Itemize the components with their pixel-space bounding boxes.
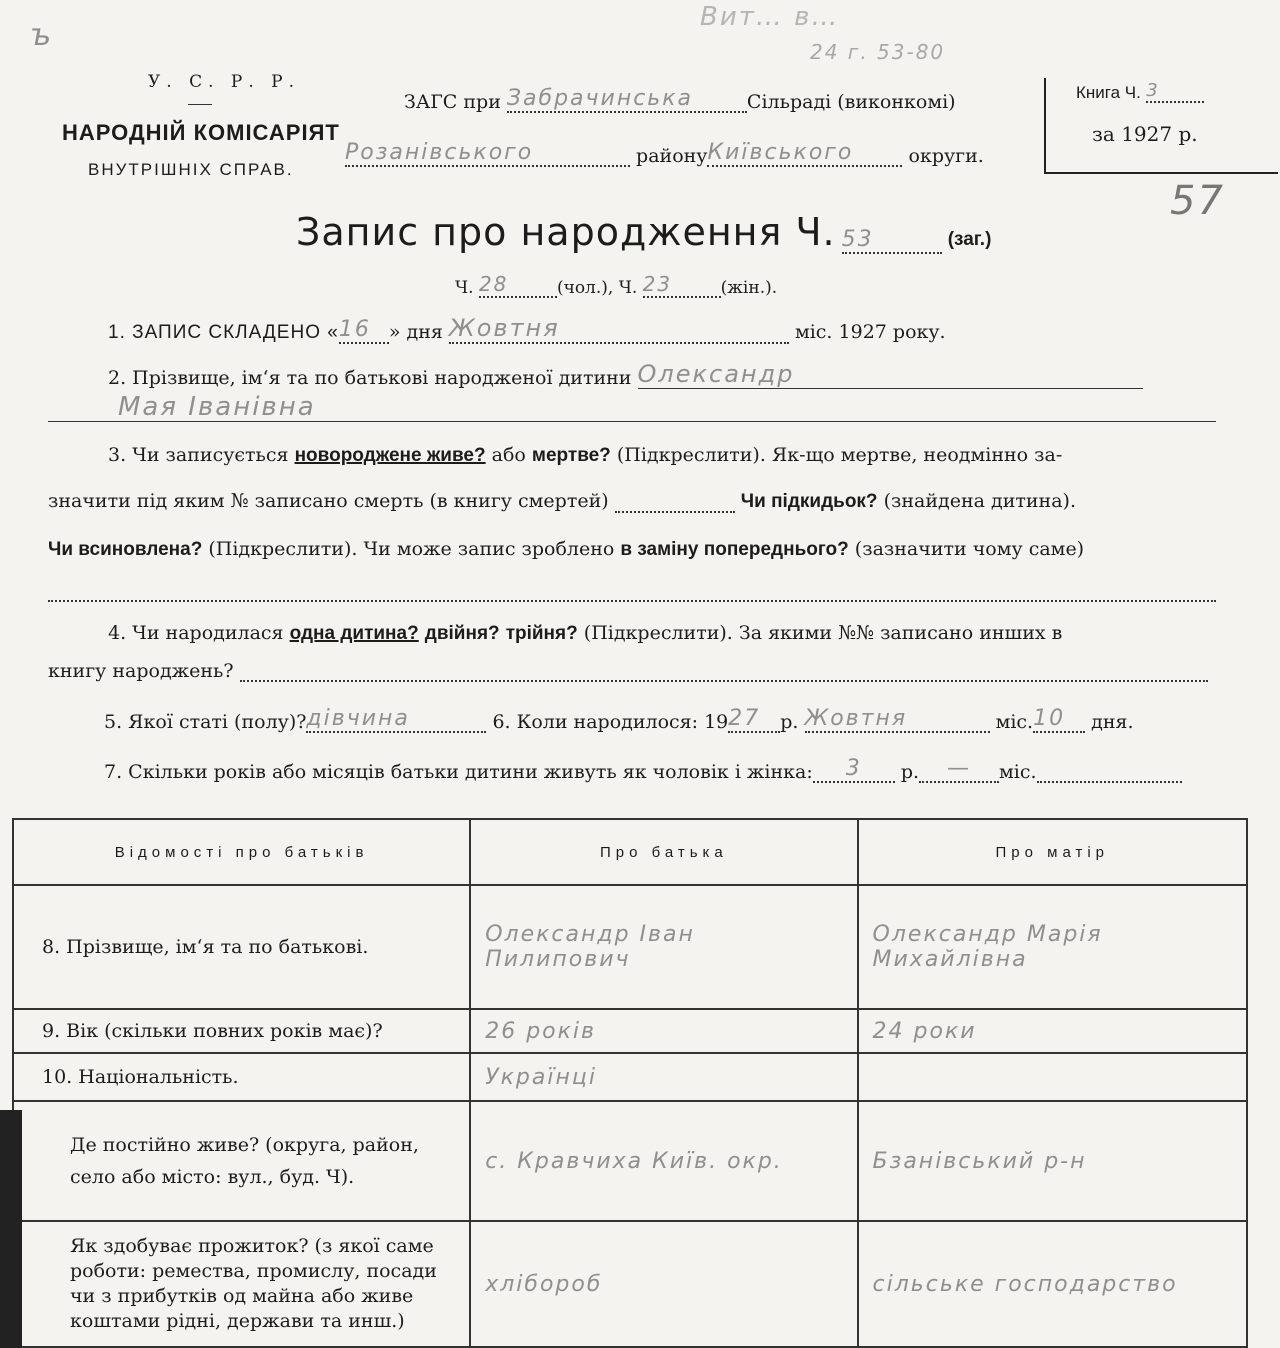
mother-residence-hand: Бзанівський р-н xyxy=(858,1101,1247,1221)
header-mother: Про матір xyxy=(858,819,1247,885)
male-label: (чол.), Ч. xyxy=(556,278,638,298)
book-box xyxy=(1044,78,1278,174)
q3-adopted: Чи всиновлена? xyxy=(48,539,203,560)
row-age-label: 9. Вік (скільки повних років має)? xyxy=(13,1009,470,1053)
commissariat-title: НАРОДНІЙ КОМІСАРІЯТ xyxy=(62,120,340,145)
father-occupation-hand: хлібороб xyxy=(470,1221,857,1347)
q7-trailing-field xyxy=(1037,763,1182,783)
q2-hand-1: Олександр xyxy=(638,360,1143,389)
q6-year-hand: 27 xyxy=(728,706,780,733)
father-age-hand: 26 років xyxy=(470,1009,857,1053)
q6-day-hand: 10 xyxy=(1033,706,1085,733)
q3-text-2: (Підкреслити). Як-що мертве, неодмінно за- xyxy=(616,444,1063,466)
okrug-label: округи. xyxy=(908,145,984,167)
table-row-name xyxy=(13,885,1247,1009)
q1-mid: » дня xyxy=(388,321,443,343)
margin-number: 57 xyxy=(1170,178,1225,224)
q7-text: 7. Скільки років або місяців батьки дитини живуть як чоловік і жінка: xyxy=(104,761,813,783)
father-nationality-hand: Українці xyxy=(470,1053,857,1101)
q4-triplets: трійня? xyxy=(505,623,578,644)
q6-day-label: дня. xyxy=(1091,711,1134,733)
q3-alive: новороджене живе? xyxy=(294,445,486,466)
q7-line xyxy=(104,756,1182,783)
female-number-hand: 23 xyxy=(643,272,721,298)
q3-text-1: 3. Чи записується xyxy=(108,444,289,466)
top-pencil-note: Вит… в… xyxy=(700,2,840,32)
q4-text-3: книгу народжень? xyxy=(48,660,234,682)
mother-age-hand: 24 роки xyxy=(858,1009,1247,1053)
q4-line-2 xyxy=(48,660,1208,682)
top-pencil-number: 24 г. 53-80 xyxy=(810,40,946,64)
district-hand: Розанівського xyxy=(345,140,630,167)
male-no-label: Ч. xyxy=(455,278,474,298)
q3-or: або xyxy=(491,444,526,466)
row-residence-label: Де постійно живе? (округа, район, село або місто: вул., буд. Ч). xyxy=(13,1101,470,1221)
q3-reason-field xyxy=(48,580,1216,602)
row-occupation-label: Як здобуває прожиток? (з якої саме роботи: ремества, промислу, посади чи з прибутків од майна або живе коштами рідні, держави та инш.) xyxy=(13,1221,470,1347)
q4-single: одна дитина? xyxy=(289,623,419,644)
q1-suffix: міс. 1927 року. xyxy=(794,321,946,343)
record-number-hand: 53 xyxy=(842,227,942,254)
q7-years-hand: 3 xyxy=(813,756,895,783)
record-title: Запис про народження Ч. xyxy=(296,210,836,254)
zags-suffix: Сільраді (виконкомі) xyxy=(746,91,956,113)
q4-text-2: (Підкреслити). За якими №№ записано инших в xyxy=(583,622,1063,644)
subtitle-line xyxy=(455,272,777,298)
q3-foundling: Чи підкидьок? xyxy=(740,491,878,512)
zags-line xyxy=(404,86,956,113)
q5-q6-line xyxy=(104,706,1134,733)
table-row-residence xyxy=(13,1101,1247,1221)
okrug-hand: Київського xyxy=(707,140,902,167)
q2-line xyxy=(108,360,1143,389)
q7-months-hand: — xyxy=(919,756,999,783)
republic-label: У. С. Р. Р. xyxy=(148,72,300,92)
q6-month-hand: Жовтня xyxy=(805,706,990,733)
table-row-occupation xyxy=(13,1221,1247,1347)
parents-table xyxy=(12,818,1248,1348)
q1-line xyxy=(108,314,946,344)
mother-name-hand: Олександр Марія Михайлівна xyxy=(858,885,1247,1009)
mother-nationality-hand xyxy=(858,1053,1247,1101)
district-line xyxy=(345,140,984,167)
q1-day-hand: 16 xyxy=(339,317,389,344)
q3-text-4: (знайдена дитина). xyxy=(883,490,1076,512)
header-father: Про батька xyxy=(470,819,857,885)
q6-text: 6. Коли народилося: 19 xyxy=(492,711,729,733)
book-year: за 1927 р. xyxy=(1092,122,1198,146)
zags-hand: Забрачинська xyxy=(507,86,747,113)
q4-other-numbers-field xyxy=(240,660,1208,682)
book-number-hand: 3 xyxy=(1146,80,1204,103)
header-dash xyxy=(188,104,212,105)
q3-replacement: в заміну попереднього? xyxy=(620,539,849,560)
q6-year-label: р. xyxy=(780,711,799,733)
q4-line-1 xyxy=(108,622,1062,645)
mother-occupation-hand: сільське господарство xyxy=(858,1221,1247,1347)
q5-text: 5. Якої статі (полу)? xyxy=(104,711,307,733)
book-number-line xyxy=(1076,80,1204,103)
binding-shadow xyxy=(0,1110,22,1348)
header-parents-info: Відомості про батьків xyxy=(13,819,470,885)
corner-mark: ъ xyxy=(30,18,54,53)
q3-text-5: (Підкреслити). Чи може запис зроблено xyxy=(208,538,615,560)
zags-prefix: ЗАГС при xyxy=(404,91,501,113)
row-nationality-label: 10. Національність. xyxy=(13,1053,470,1101)
q7-months-label: міс. xyxy=(999,761,1037,783)
title-line xyxy=(296,210,991,254)
q4-text-1: 4. Чи народилася xyxy=(108,622,284,644)
q7-years-label: р. xyxy=(900,761,920,783)
q4-twins: двійня? xyxy=(424,623,500,644)
q1-prefix: 1. ЗАПИС СКЛАДЕНО « xyxy=(108,322,339,343)
q2-hand-2: Мая Іванівна xyxy=(48,392,1216,422)
table-row-age xyxy=(13,1009,1247,1053)
q3-text-3: значити під яким № записано смерть (в книгу смертей) xyxy=(48,490,609,512)
q3-dead: мертве? xyxy=(531,445,611,466)
record-number-suffix: (заг.) xyxy=(947,229,992,250)
q5-hand: дівчина xyxy=(306,706,486,733)
q3-text-6: (зазначити чому саме) xyxy=(854,538,1085,560)
q2-text: 2. Прізвище, ім‘я та по батькові народженої дитини xyxy=(108,367,632,389)
q3-line-3 xyxy=(48,538,1084,561)
q1-month-hand: Жовтня xyxy=(449,314,789,344)
book-label: Книга Ч. xyxy=(1076,83,1141,102)
q3-line-2 xyxy=(48,490,1076,513)
q3-line-1 xyxy=(108,444,1062,467)
female-label: (жін.). xyxy=(720,278,778,298)
male-number-hand: 28 xyxy=(479,272,557,298)
father-residence-hand: с. Кравчиха Київ. окр. xyxy=(470,1101,857,1221)
table-row-nationality xyxy=(13,1053,1247,1101)
q6-month-label: міс. xyxy=(995,711,1034,733)
district-label: району xyxy=(636,145,708,167)
department-label: ВНУТРІШНІХ СПРАВ. xyxy=(88,160,294,179)
father-name-hand: Олександр Іван Пилипович xyxy=(470,885,857,1009)
row-name-label: 8. Прізвище, ім‘я та по батькові. xyxy=(13,885,470,1009)
q3-death-number-field xyxy=(615,493,735,513)
table-header-row xyxy=(13,819,1247,885)
